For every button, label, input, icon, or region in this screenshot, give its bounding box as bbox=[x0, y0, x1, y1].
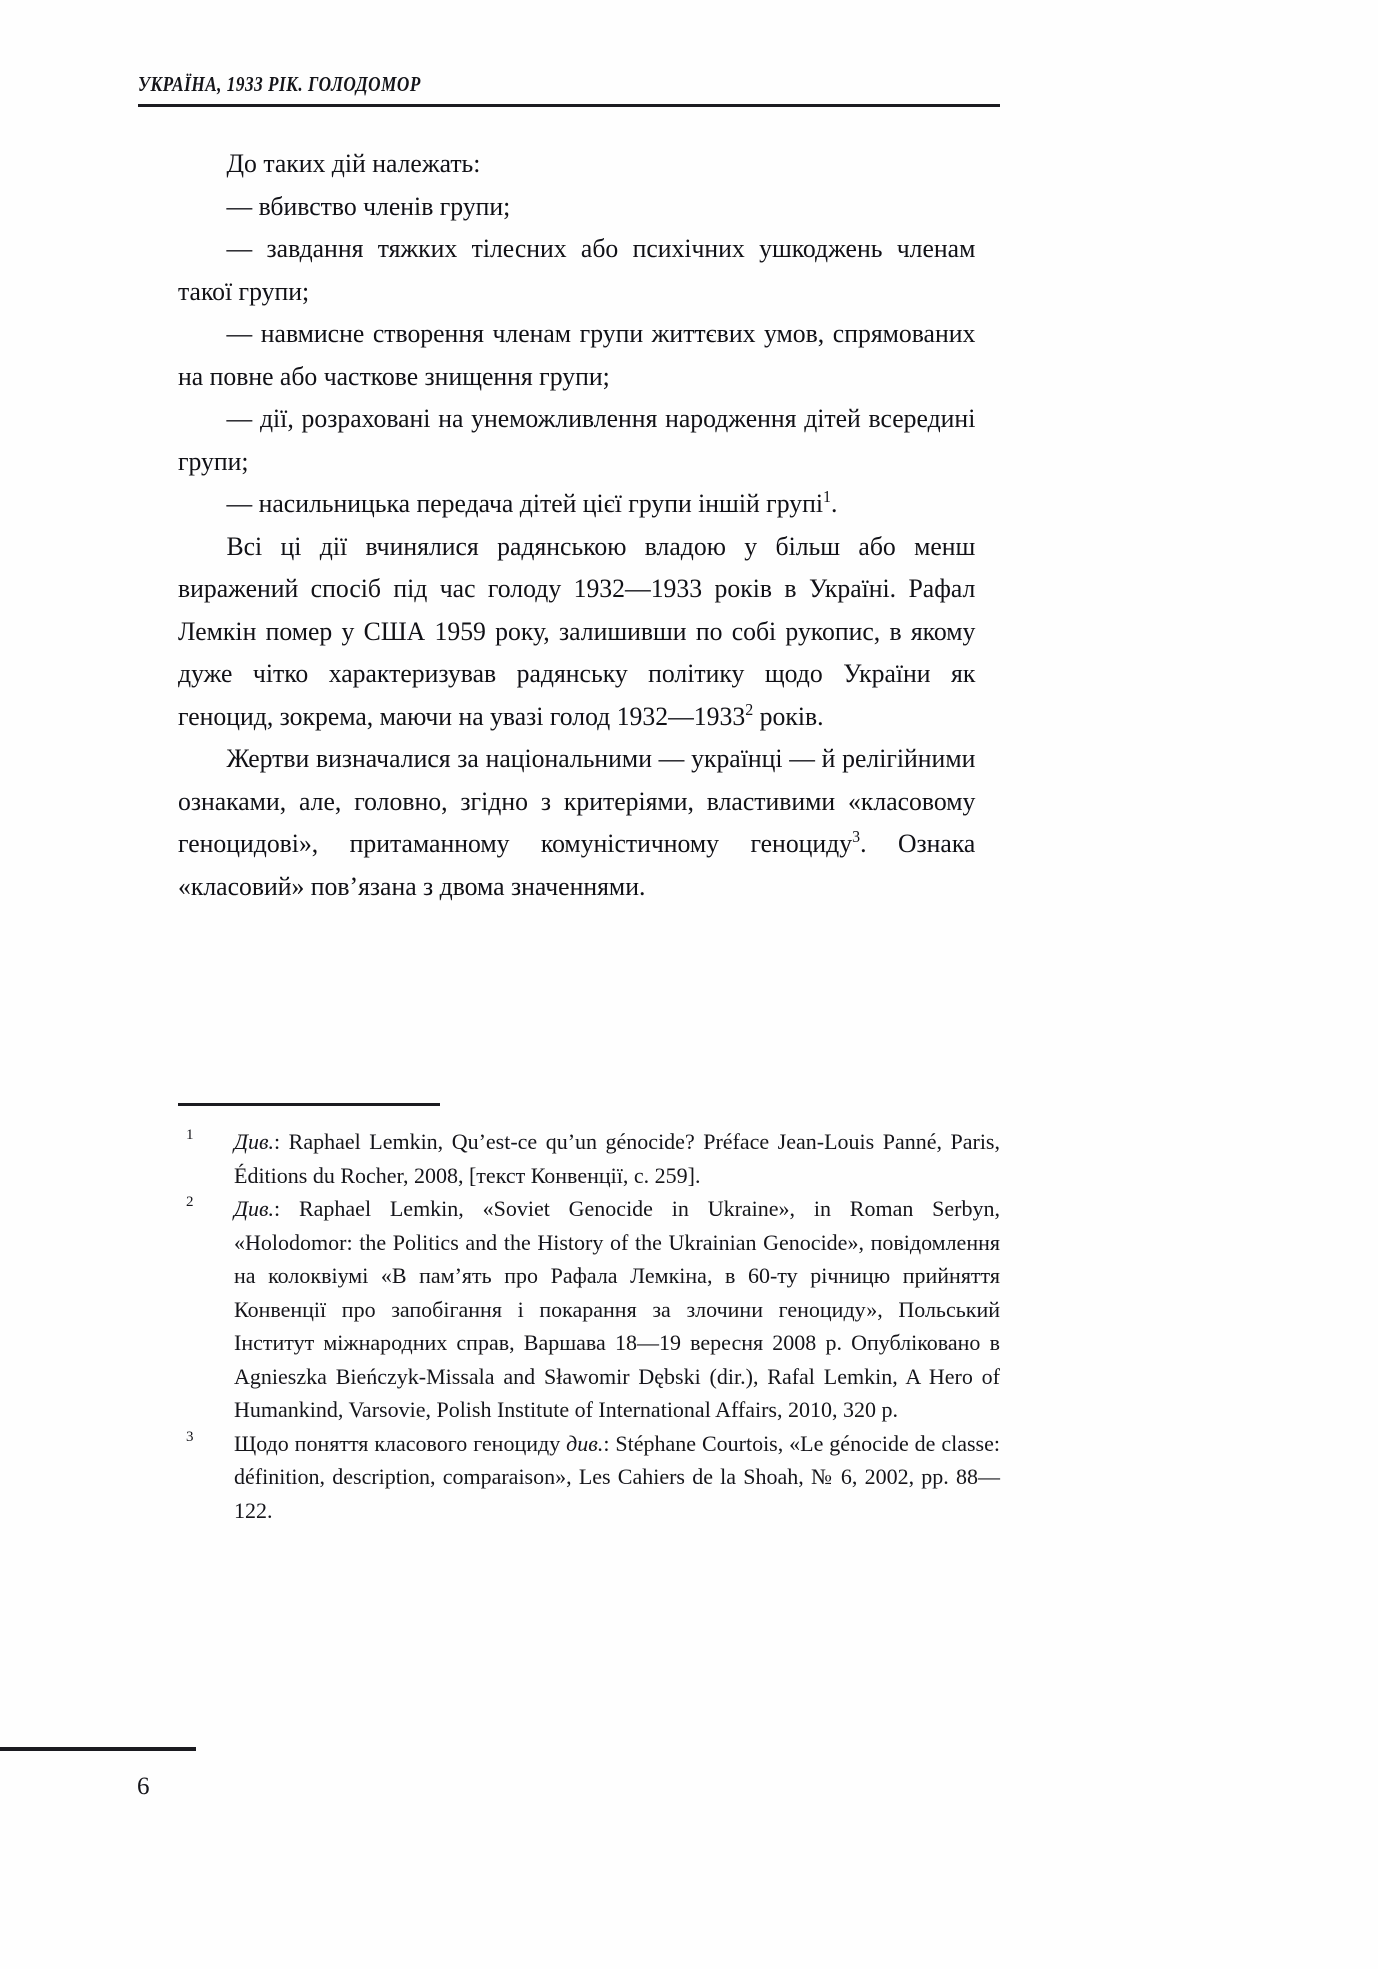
running-head-title: УКРАЇНА, 1933 РІК. ГОЛОДОМОР bbox=[138, 72, 421, 96]
footnote-body bbox=[234, 1427, 1000, 1528]
footnote-1 bbox=[178, 1125, 1000, 1192]
footnote-body bbox=[234, 1192, 1000, 1427]
intro-line: До таких дій належать: bbox=[226, 148, 481, 178]
list-item-tail: . bbox=[830, 488, 838, 518]
footnote-marker bbox=[178, 1125, 234, 1159]
footnote-text: : Stéphane Courtois, «Le génocide de classe: définition, description, comparaison», Les Cahiers de la Shoah, № 6, 2002, pp. 88—122. bbox=[234, 1430, 1000, 1523]
paragraph-lemkin bbox=[178, 525, 975, 738]
footnote-body bbox=[234, 1125, 1000, 1192]
list-item: — навмисне створення членам групи життєвих умов, спрямованих на повне або часткове знищення групи; bbox=[178, 318, 976, 391]
list-item: — завдання тяжких тілесних або психічних ушкоджень членам такої групи; bbox=[178, 233, 976, 306]
body-text-column bbox=[178, 142, 1000, 907]
footnote-marker bbox=[178, 1192, 234, 1226]
footnote-marker bbox=[178, 1427, 234, 1461]
footnote-ref-1[interactable]: 1 bbox=[822, 487, 831, 507]
list-item: — дії, розраховані на унеможливлення народження дітей всередині групи; bbox=[178, 403, 976, 476]
list-item: — вбивство членів групи; bbox=[226, 190, 511, 221]
body-text bbox=[178, 142, 975, 907]
footnote-marker-value: 1 bbox=[186, 1127, 194, 1143]
page-footer bbox=[0, 1747, 240, 1801]
footnotes-section bbox=[178, 1103, 1000, 1527]
page-header bbox=[138, 72, 1000, 107]
header-divider bbox=[138, 104, 1000, 107]
list-item-text: — насильницька передача дітей цієї групи іншій групі bbox=[226, 488, 823, 518]
footnote-text: : Raphael Lemkin, «Soviet Genocide in Ukraine», in Roman Serbyn, «Holodomor: the Politics and the History of the Ukrainian Genocide», повідомлення на колоквіумі «В пам’ять про Рафала Лемкіна, в 60-ту річницю прийняття Конвенції про запобігання і покарання за злочини геноциду», Польський Інститут міжнародних справ, Варшава 18—19 вересня 2008 р. Опубліковано в Agnieszka Bieńczyk-Missala and Sławomir Dębski (dir.), Rafal Lemkin, A Hero of Humankind, Varsovie, Polish Institute of International Affairs, 2010, 320 p. bbox=[234, 1196, 1000, 1422]
footnote-divider bbox=[178, 1103, 440, 1106]
footnote-marker-value: 3 bbox=[186, 1428, 194, 1445]
footnote-text: : Raphael Lemkin, Qu’est-ce qu’un génocide? Préface Jean-Louis Panné, Paris, Éditions du Rocher, 2008, [текст Конвенції, с. 259]. bbox=[234, 1129, 1000, 1188]
footnote-lead-italic: див. bbox=[566, 1430, 604, 1456]
paragraph-victims bbox=[178, 737, 975, 907]
footnote-ref-3[interactable]: 3 bbox=[852, 827, 861, 847]
footnote-3 bbox=[178, 1427, 1000, 1528]
footnote-lead-italic: Див. bbox=[234, 1129, 275, 1154]
footnote-marker-value: 2 bbox=[186, 1194, 194, 1210]
footnote-lead-italic: Див. bbox=[234, 1196, 275, 1221]
footnote-ref-2[interactable]: 2 bbox=[745, 699, 754, 719]
paragraph-victims-part-1: Жертви визначалися за національними — українці — й релігійними ознаками, але, головно, згідно з критеріями, властивими «класовому геноцидові», притаманному комуністичному геноциду bbox=[178, 743, 976, 858]
paragraph-lemkin-part-1: Всі ці дії вчинялися радянською владою у більш або менш виражений спосіб під час голоду 1932—1933 років в Україні. Рафал Лемкін помер у США 1959 року, залишивши по собі рукопис, в якому дуже чітко характеризував радянську політику щодо України як геноцид, зокрема, маючи на увазі голод 1932—1933 bbox=[178, 530, 976, 731]
list-item bbox=[178, 482, 975, 525]
paragraph-victims-part-2: . Ознака «класовий» пов’язана з двома значеннями. bbox=[178, 828, 976, 901]
paragraph-lemkin-part-2: років. bbox=[753, 700, 824, 731]
folio-divider bbox=[0, 1747, 196, 1751]
page-number: 6 bbox=[137, 1773, 150, 1800]
footnote-2 bbox=[178, 1192, 1000, 1427]
footnote-lead-pre: Щодо поняття класового геноциду bbox=[234, 1430, 567, 1456]
